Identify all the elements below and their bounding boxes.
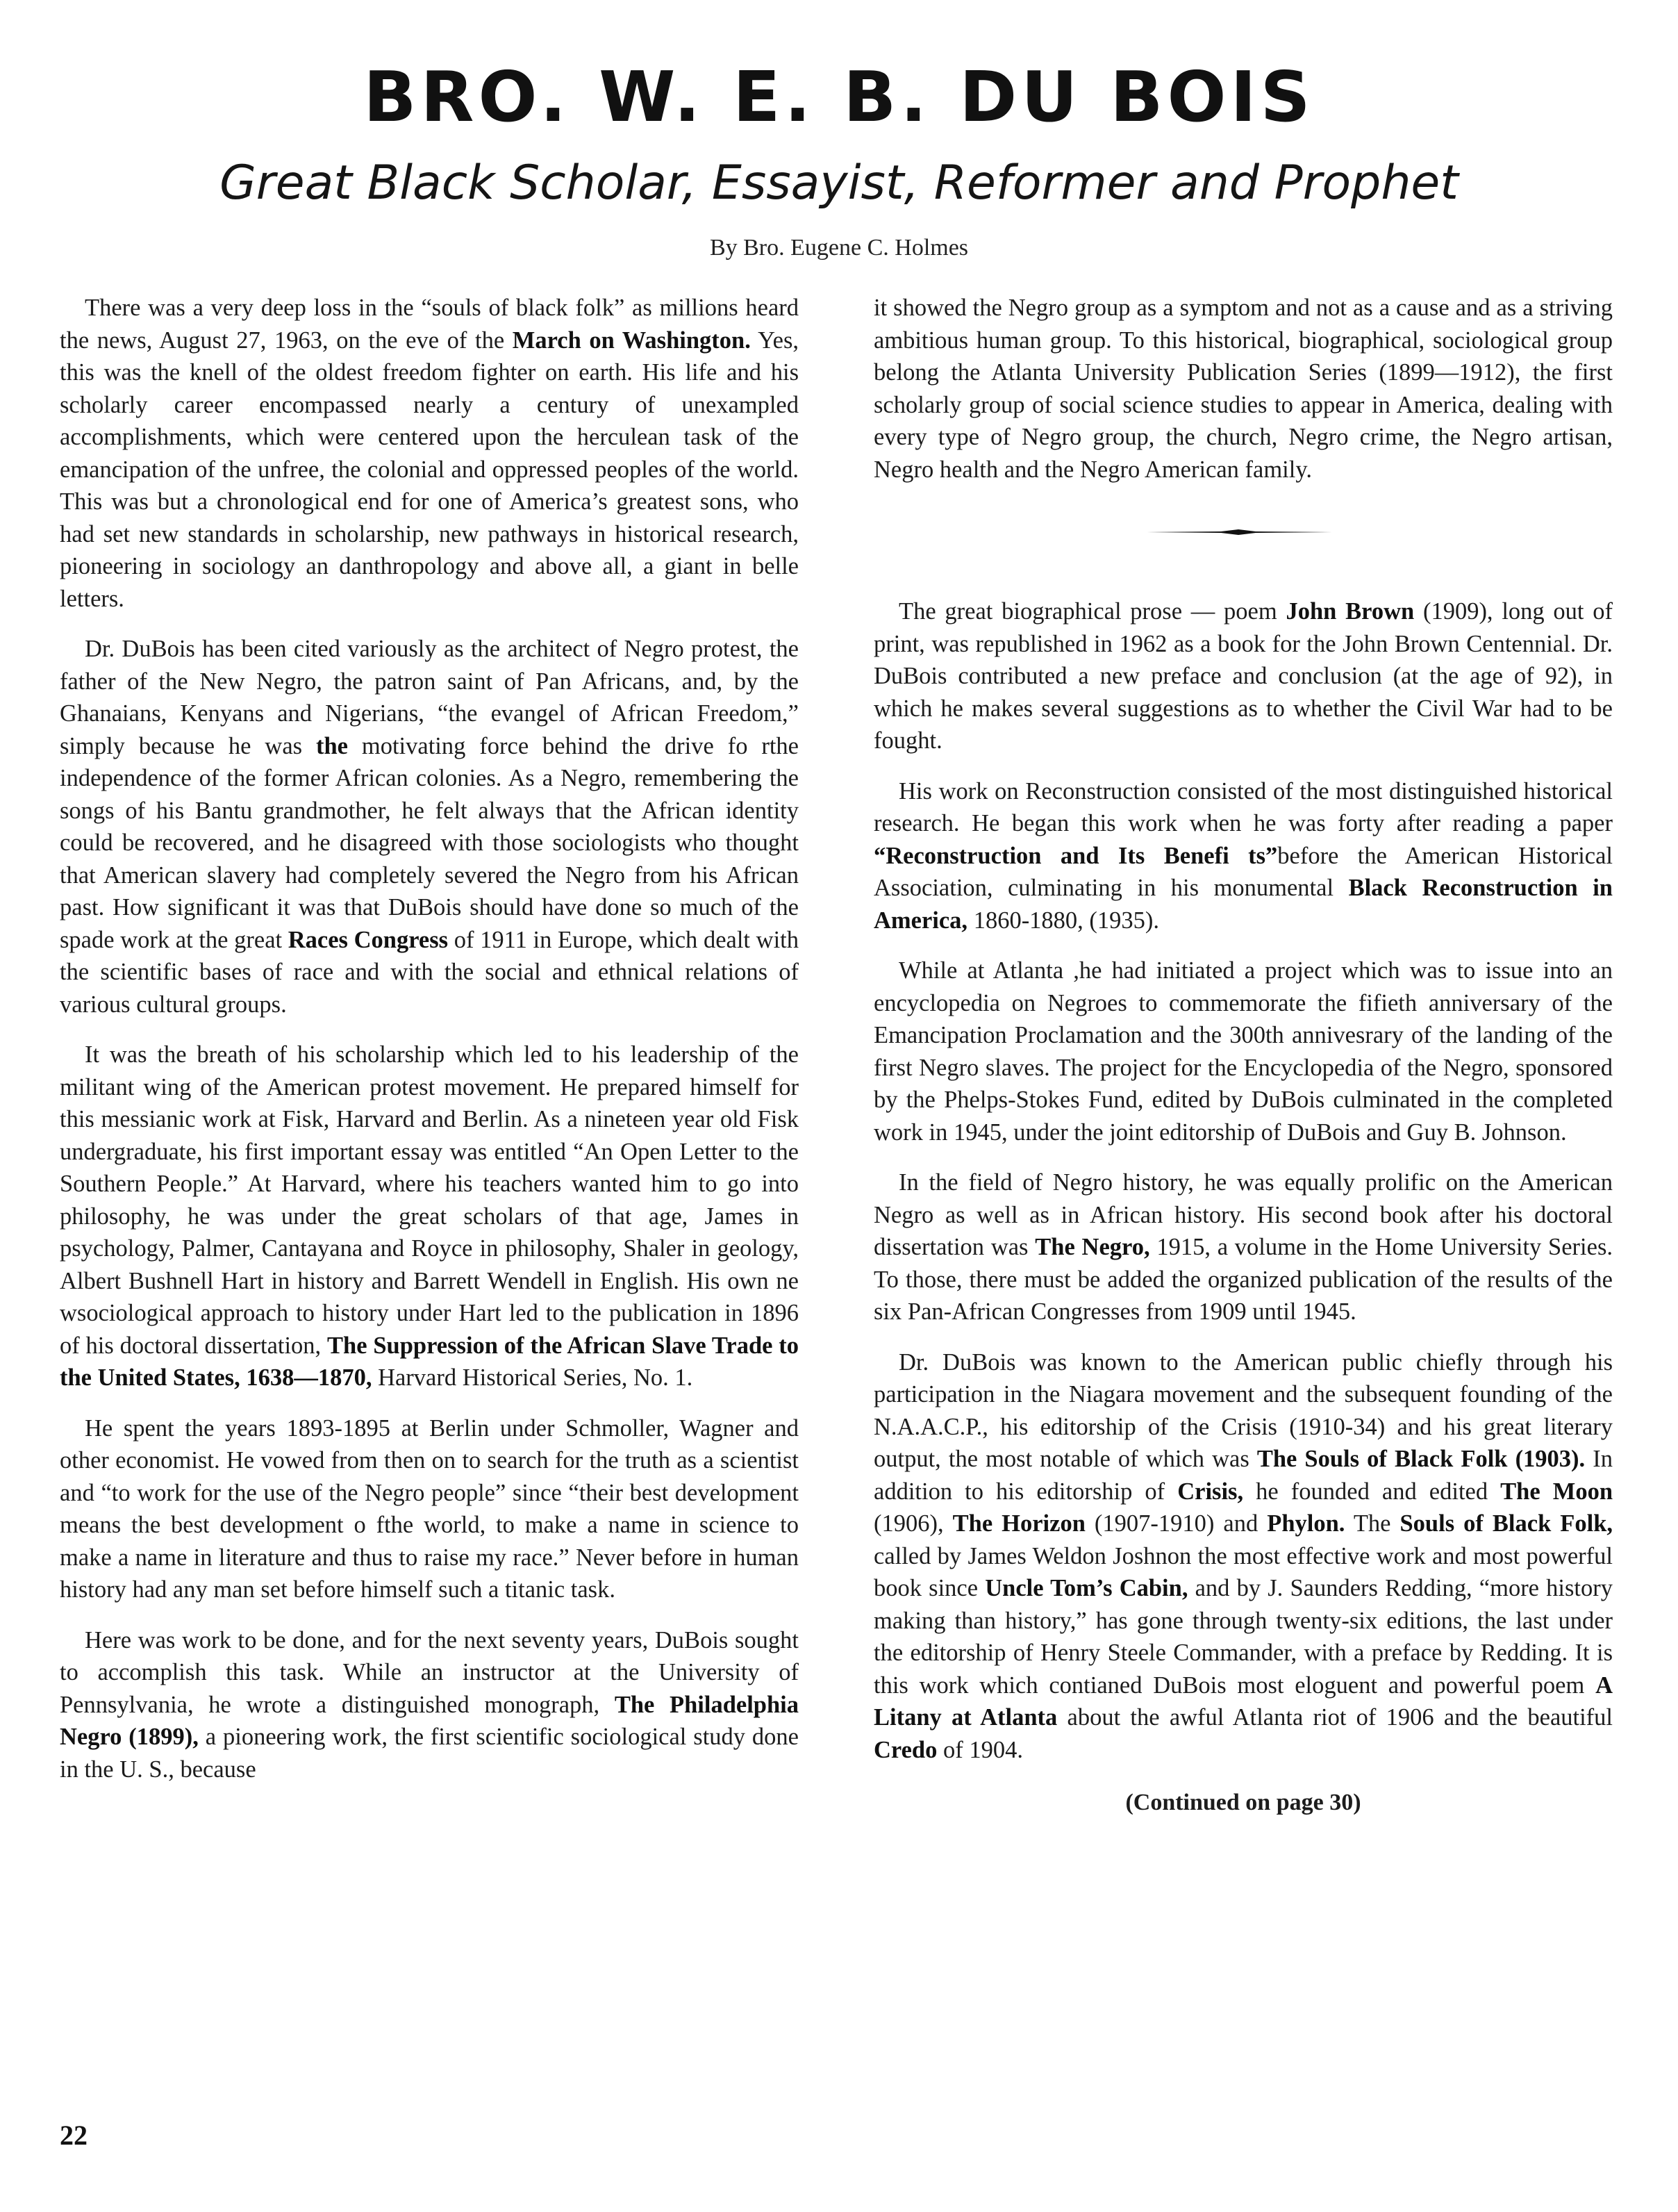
paragraph: There was a very deep loss in the “souls of black folk” as millions heard the news, August 27, 1963, on the eve of the March on Washington. Yes, this was the knell of the oldest freedom fighter on earth. His life and his scholarly career encompassed nearly a century of unexampled accomplishments, which were centered upon the herculean task of the emancipation of the unfree, the colonial and oppressed peoples of the world. This was but a chronological end for one of America’s greatest sons, who had set new standards in scholarship, new pathways in historical research, pioneering in sociology an danthropology and above all, a giant in belle letters. bbox=[60, 295, 799, 612]
paragraph: It was the breath of his scholarship which led to his leadership of the militant wing of the American protest movement. He prepared himself for this messianic work at Fisk, Harvard and Berlin. As a nineteen year old Fisk undergraduate, his first important essay was entitled “An Open Letter to the Southern People.” At Harvard, where his teachers wanted him to go into philosophy, he was under the great scholars of that age, James in psychology, Palmer, Cantayana and Royce in philosophy, Shaler in geology, Albert Bushnell Hart in history and Barrett Wendell in English. His own ne wsociological approach to history under Hart led to the publication in 1896 of his doctoral dissertation, The Suppression of the African Slave Trade to the United States, 1638—1870, Harvard Historical Series, No. 1. bbox=[60, 1041, 799, 1391]
continued-note: (Continued on page 30) bbox=[1125, 1790, 1361, 1815]
bold-term: Credo bbox=[874, 1736, 938, 1763]
paragraph: it showed the Negro group as a symptom and not as a cause and as a striving ambitious human group. To this historical, biographical, sociological group belong the Atlanta University Publication Series (1899—1912), the first scholarly group of social science studies to appear in America, dealing with every type of Negro group, the church, Negro crime, the Negro artisan, Negro health and the Negro American family. bbox=[874, 295, 1613, 483]
divider-ornament-icon bbox=[1145, 527, 1332, 537]
bold-term: Races Congress bbox=[288, 926, 449, 953]
article-title: BRO. W. E. B. DU BOIS bbox=[363, 56, 1315, 138]
bold-term: The Moon bbox=[1500, 1478, 1613, 1505]
bold-term: Crisis, bbox=[1177, 1478, 1244, 1505]
bold-term: Uncle Tom’s Cabin, bbox=[985, 1575, 1188, 1601]
bold-term: Souls of Black Folk, bbox=[1399, 1510, 1613, 1537]
bold-term: The Negro, bbox=[1035, 1234, 1150, 1260]
bold-term: The Souls of Black Folk (1903). bbox=[1256, 1446, 1586, 1472]
page-number: 22 bbox=[60, 2120, 88, 2151]
paragraph: His work on Reconstruction consisted of the most distinguished historical research. He began this work when he was forty after reading a paper “Reconstruction and Its Benefi ts”before the American Historical Association, culminating in his monumental Black Reconstruction in America, 1860-1880, (1935). bbox=[874, 777, 1613, 934]
paragraph: In the field of Negro history, he was equally prolific on the American Negro as well as in African history. His second book after his doctoral dissertation was The Negro, 1915, a volume in the Home University Series. To those, there must be added the organized publication of the results of the six Pan-African Congresses from 1909 until 1945. bbox=[874, 1169, 1613, 1325]
left-column bbox=[60, 292, 799, 1804]
bold-term: “Reconstruction and Its Benefi ts” bbox=[874, 842, 1278, 869]
paragraph: Dr. DuBois has been cited variously as the architect of Negro protest, the father of the New Negro, the patron saint of Pan Africans, and, by the Ghanaians, Kenyans and Nigerians, “the evangel of African Freedom,” simply because he was the motivating force behind the drive fo rthe independence of the former African colonies. As a Negro, remembering the songs of his Bantu grandmother, he felt always that the African identity could be recovered, and he disagreed with those sociologists who thought that American slavery had completely severed the Negro from his African past. How significant it was that DuBois should have done so much of the spade work at the great Races Congress of 1911 in Europe, which dealt with the scientific bases of race and with the social and ethnical relations of various cultural groups. bbox=[60, 636, 799, 1018]
paragraph: Here was work to be done, and for the next seventy years, DuBois sought to accomplish this task. While an instructor at the University of Pennsylvania, he wrote a distinguished monograph, The Philadelphia Negro (1899), a pioneering work, the first scientific sociological study done in the U. S., because bbox=[60, 1626, 799, 1783]
right-column bbox=[874, 292, 1613, 1819]
bold-term: The Horizon bbox=[952, 1510, 1086, 1537]
bold-term: The Suppression of the African Slave Trade to the United States, 1638—1870, bbox=[60, 1332, 799, 1391]
section-divider bbox=[874, 520, 1613, 548]
paragraph: While at Atlanta ,he had initiated a project which was to issue into an encyclopedia on Negroes to commemorate the fifieth anniversary of the Emancipation Proclamation and the 300th annivesrary of the landing of the first Negro slaves. The project for the Encyclopedia of the Negro, sponsored by the Phelps-Stokes Fund, edited by DuBois culminated in the completed work in 1945, under the joint editorship of DuBois and Guy B. Johnson. bbox=[874, 957, 1613, 1146]
bold-term: The Philadelphia Negro (1899), bbox=[60, 1691, 799, 1750]
bold-term: March on Washington. bbox=[512, 327, 751, 354]
paragraph: The great biographical prose — poem John Brown (1909), long out of print, was republished in 1962 as a book for the John Brown Centennial. Dr. DuBois contributed a new preface and conclusion (at the age of 92), in which he makes several suggestions as to whether the Civil War had to be fought. bbox=[874, 598, 1613, 754]
bold-term: A Litany at Atlanta bbox=[874, 1672, 1613, 1731]
paragraph: He spent the years 1893-1895 at Berlin under Schmoller, Wagner and other economist. He vowed from then on to search for the truth as a scientist and “to work for the use of the Negro people” since “their best development means the best development o fthe world, to make a name in science to make a name in literature and thus to raise my race.” Never before in human history had any man set before himself such a titanic task. bbox=[60, 1414, 799, 1603]
bold-term: John Brown bbox=[1286, 598, 1415, 625]
byline: By Bro. Eugene C. Holmes bbox=[709, 235, 969, 261]
bold-term: Black Reconstruction in America, bbox=[874, 875, 1613, 934]
paragraph: Dr. DuBois was known to the American public chiefly through his participation in the Niagara movement and the subsequent founding of the N.A.A.C.P., his editorship of the Crisis (1910-34) and his great literary output, the most notable of which was The Souls of Black Folk (1903). In addition to his editorship of Crisis, he founded and edited The Moon (1906), The Horizon (1907-1910) and Phylon. The Souls of Black Folk, called by James Weldon Joshnon the most effective work and most powerful book since Uncle Tom’s Cabin, and by J. Saunders Redding, “more history making than history,” has gone through twenty-six editions, the last under the editorship of Henry Steele Commander, with a preface by Redding. It is this work which contianed DuBois most eloguent and powerful poem A Litany at Atlanta about the awful Atlanta riot of 1906 and the beautiful Credo of 1904. bbox=[874, 1348, 1613, 1763]
article-subtitle: Great Black Scholar, Essayist, Reformer and Prophet bbox=[219, 156, 1459, 211]
bold-term: the bbox=[315, 732, 348, 759]
bold-term: Phylon. bbox=[1267, 1510, 1345, 1537]
